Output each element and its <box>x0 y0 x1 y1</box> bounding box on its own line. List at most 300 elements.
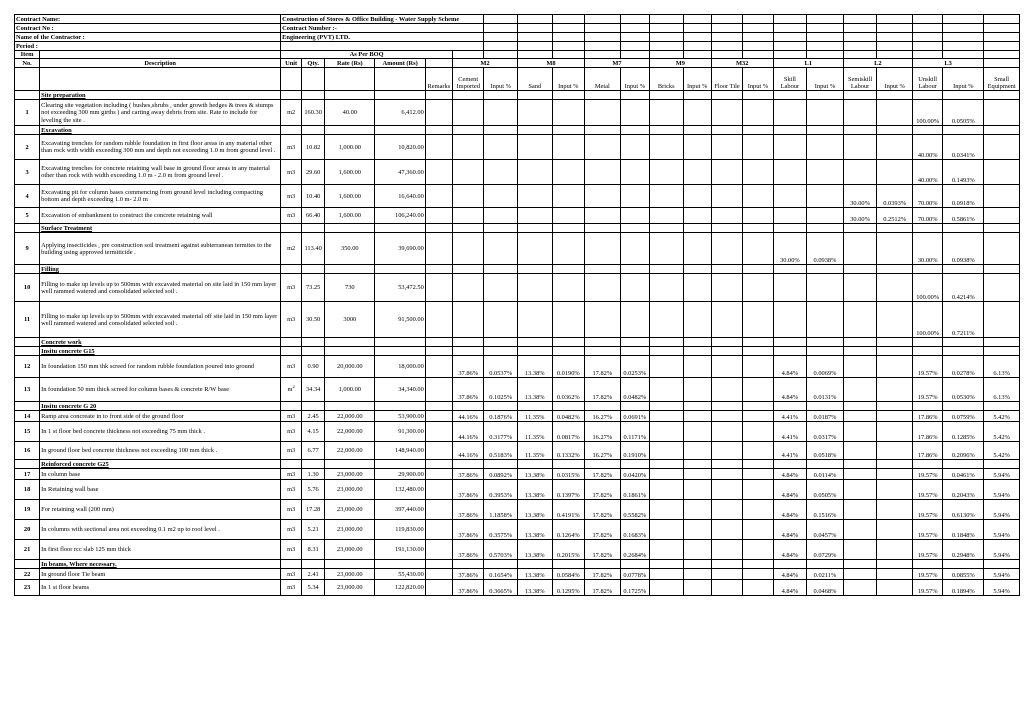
empty-cell <box>877 224 913 233</box>
item-qty: 5.21 <box>302 520 325 540</box>
empty-cell <box>552 560 584 569</box>
empty-cell <box>375 91 425 100</box>
table-row <box>15 302 1020 338</box>
value-cell: 0.0892% <box>484 469 518 480</box>
value-cell <box>984 274 1020 302</box>
value-cell <box>453 100 484 126</box>
empty-cell <box>620 224 649 233</box>
item-number: 22 <box>15 569 40 580</box>
empty-cell <box>877 560 913 569</box>
value-cell: 44.16% <box>453 422 484 442</box>
value-cell <box>807 302 844 338</box>
empty-cell <box>843 560 877 569</box>
item-rate: 20,000.00 <box>325 356 375 378</box>
value-cell: 0.3575% <box>484 520 518 540</box>
value-cell <box>711 160 742 185</box>
value-cell: 0.0253% <box>620 356 649 378</box>
empty-cell <box>877 460 913 469</box>
empty-cell <box>773 460 807 469</box>
remarks-cell <box>425 378 452 402</box>
value-cell: 17.82% <box>585 580 621 596</box>
empty-cell <box>325 338 375 347</box>
value-cell <box>649 500 683 520</box>
empty-cell <box>984 460 1020 469</box>
value-cell: 0.0778% <box>620 569 649 580</box>
empty-cell <box>843 265 877 274</box>
empty-cell <box>375 338 425 347</box>
value-cell <box>843 469 877 480</box>
value-cell: 17.82% <box>585 500 621 520</box>
item-no-cell <box>15 560 40 569</box>
value-cell <box>484 233 518 265</box>
value-cell: 0.2015% <box>552 540 584 560</box>
value-cell <box>683 185 711 208</box>
value-cell <box>453 135 484 160</box>
item-amount: 148,940.00 <box>375 442 425 460</box>
item-qty: 0.90 <box>302 356 325 378</box>
item-number: 5 <box>15 208 40 224</box>
empty-cell <box>517 402 552 411</box>
empty-cell <box>302 560 325 569</box>
section-title: Surface Treatment <box>40 224 281 233</box>
value-cell: 5.94% <box>984 480 1020 500</box>
unit-text: m3 <box>287 506 296 514</box>
item-amount: 53,472.50 <box>375 274 425 302</box>
item-rate: 730 <box>325 274 375 302</box>
value-cell <box>877 500 913 520</box>
empty-cell <box>683 338 711 347</box>
value-cell <box>620 274 649 302</box>
item-unit <box>281 469 302 480</box>
item-description: In columns with sectional area not exceeding 0.1 m2 up to roof level . <box>40 520 281 540</box>
item-description: Excavating trenches for random rubble foundation in first floor areas in any material other than rock with width exceeding 300 mm and depth not exceeding 1.0 m from ground level . <box>40 135 281 160</box>
input-header: Input % <box>484 68 518 91</box>
empty-cell <box>984 347 1020 356</box>
value-cell <box>711 274 742 302</box>
empty-cell <box>375 347 425 356</box>
item-amount: 10,820.00 <box>375 135 425 160</box>
value-cell: 100.00% <box>912 274 942 302</box>
value-cell <box>807 100 844 126</box>
value-cell <box>743 185 773 208</box>
item-qty: 2.41 <box>302 569 325 580</box>
empty-cell <box>943 265 984 274</box>
value-cell <box>984 185 1020 208</box>
empty-cell <box>984 402 1020 411</box>
value-cell: 0.1285% <box>943 422 984 442</box>
value-cell: 5.94% <box>984 520 1020 540</box>
empty-cell <box>711 460 742 469</box>
empty-cell <box>943 402 984 411</box>
empty-cell <box>943 126 984 135</box>
sub-header-m9: Bricks <box>649 68 683 91</box>
item-unit <box>281 442 302 460</box>
empty-cell <box>984 338 1020 347</box>
value-cell <box>649 580 683 596</box>
value-cell <box>877 100 913 126</box>
header-row-3 <box>15 68 1020 91</box>
value-cell: 6.13% <box>984 356 1020 378</box>
item-rate: 1,600.00 <box>325 185 375 208</box>
item-unit <box>281 480 302 500</box>
value-cell: 4.84% <box>773 580 807 596</box>
value-cell <box>843 135 877 160</box>
value-cell: 0.0190% <box>552 356 584 378</box>
rate-header: Rate (Rs) <box>325 59 375 68</box>
item-unit <box>281 135 302 160</box>
value-cell: 44.16% <box>453 442 484 460</box>
value-cell <box>877 411 913 422</box>
value-cell <box>683 233 711 265</box>
value-cell: 17.82% <box>585 378 621 402</box>
value-cell <box>877 233 913 265</box>
contract-name-row <box>15 15 1020 24</box>
empty-cell <box>425 338 452 347</box>
value-cell: 0.0482% <box>552 411 584 422</box>
item-number: 2 <box>15 135 40 160</box>
value-cell: 0.0114% <box>807 469 844 480</box>
empty-cell <box>711 347 742 356</box>
input-header: Input % <box>943 68 984 91</box>
value-cell <box>683 580 711 596</box>
value-cell <box>773 208 807 224</box>
empty-cell <box>425 126 452 135</box>
value-cell <box>683 411 711 422</box>
remarks-header: Remarks <box>425 68 452 91</box>
empty-cell <box>843 126 877 135</box>
value-cell: 5.94% <box>984 469 1020 480</box>
remarks-cell <box>425 469 452 480</box>
value-cell <box>620 135 649 160</box>
value-cell <box>807 208 844 224</box>
value-cell <box>711 233 742 265</box>
empty-cell <box>517 224 552 233</box>
empty-cell <box>843 347 877 356</box>
value-cell: 4.41% <box>773 411 807 422</box>
value-cell <box>649 135 683 160</box>
value-cell <box>484 302 518 338</box>
empty-cell <box>281 91 302 100</box>
section-row <box>15 560 1020 569</box>
value-cell: 0.6130% <box>943 500 984 520</box>
remarks-cell <box>425 274 452 302</box>
value-cell <box>743 135 773 160</box>
value-cell: 0.1894% <box>943 580 984 596</box>
empty-cell <box>807 560 844 569</box>
value-cell: 19.57% <box>912 356 942 378</box>
boq-sheet <box>14 14 1020 596</box>
empty-cell <box>302 91 325 100</box>
value-cell: 0.1171% <box>620 422 649 442</box>
empty-cell <box>773 560 807 569</box>
section-title: Insitu concrete G15 <box>40 347 281 356</box>
value-cell <box>620 100 649 126</box>
empty-cell <box>375 224 425 233</box>
value-cell: 0.1848% <box>943 520 984 540</box>
item-unit <box>281 356 302 378</box>
table-row <box>15 135 1020 160</box>
empty-cell <box>773 265 807 274</box>
value-cell <box>683 540 711 560</box>
value-cell: 0.0505% <box>943 100 984 126</box>
value-cell: 70.00% <box>912 208 942 224</box>
empty-cell <box>912 347 942 356</box>
section-title: Concrete work <box>40 338 281 347</box>
value-cell <box>649 356 683 378</box>
value-cell: 17.82% <box>585 520 621 540</box>
value-cell <box>649 378 683 402</box>
empty-cell <box>649 91 683 100</box>
unit-text: m3 <box>287 428 296 436</box>
value-cell <box>711 442 742 460</box>
value-cell <box>843 100 877 126</box>
empty-cell <box>943 224 984 233</box>
value-cell: 37.86% <box>453 356 484 378</box>
value-cell <box>711 208 742 224</box>
value-cell <box>683 135 711 160</box>
empty-cell <box>620 91 649 100</box>
period-label: Period : <box>15 42 281 51</box>
value-cell: 0.0518% <box>807 442 844 460</box>
item-unit <box>281 540 302 560</box>
value-cell <box>649 480 683 500</box>
empty-cell <box>711 338 742 347</box>
remarks-cell <box>425 520 452 540</box>
empty-cell <box>877 338 913 347</box>
item-rate: 23,000.00 <box>325 469 375 480</box>
empty-cell <box>281 402 302 411</box>
empty-cell <box>517 91 552 100</box>
item-unit <box>281 520 302 540</box>
value-cell <box>620 185 649 208</box>
item-qty: 73.25 <box>302 274 325 302</box>
item-description: In ground floor Tie beam <box>40 569 281 580</box>
empty-cell <box>453 560 484 569</box>
item-description: In foundation 50 mm thick screed for column bases & concrete R/W base <box>40 378 281 402</box>
value-cell: 13.38% <box>517 569 552 580</box>
section-title: Insitu concrete G 20 <box>40 402 281 411</box>
value-cell: 17.82% <box>585 569 621 580</box>
value-cell <box>649 233 683 265</box>
empty-cell <box>984 91 1020 100</box>
empty-cell <box>649 460 683 469</box>
item-qty: 10.82 <box>302 135 325 160</box>
item-unit <box>281 185 302 208</box>
value-cell <box>843 580 877 596</box>
value-cell <box>517 100 552 126</box>
value-cell <box>743 411 773 422</box>
value-cell <box>877 580 913 596</box>
empty-cell <box>683 460 711 469</box>
item-number: 12 <box>15 356 40 378</box>
item-description: Filling to make up levels up to 500mm with excavated material off site laid in 150 mm layer well rammed watered and consolidated selected soil . <box>40 302 281 338</box>
empty-cell <box>620 338 649 347</box>
empty-cell <box>425 402 452 411</box>
empty-cell <box>649 265 683 274</box>
value-cell <box>711 302 742 338</box>
value-cell <box>683 302 711 338</box>
table-row <box>15 480 1020 500</box>
value-cell: 0.0420% <box>620 469 649 480</box>
unit-header: Unit <box>281 59 302 68</box>
item-amount: 91,300.00 <box>375 422 425 442</box>
empty-cell <box>325 560 375 569</box>
value-cell: 5.94% <box>984 540 1020 560</box>
value-cell: 0.0468% <box>807 580 844 596</box>
value-cell <box>843 422 877 442</box>
value-cell: 0.0461% <box>943 469 984 480</box>
value-cell <box>484 208 518 224</box>
empty-cell <box>325 224 375 233</box>
item-description: Excavating trenches for concrete retaining wall base in ground floor areas in any material other than rock with width exceeding 1.0 m - 2.0 m from ground level . <box>40 160 281 185</box>
value-cell: 5.42% <box>984 411 1020 422</box>
item-unit <box>281 569 302 580</box>
item-number: 11 <box>15 302 40 338</box>
unit-text: m3 <box>287 284 296 292</box>
empty-cell <box>552 402 584 411</box>
empty-cell <box>484 560 518 569</box>
value-cell: 0.0482% <box>620 378 649 402</box>
empty-cell <box>552 265 584 274</box>
item-qty: 5.76 <box>302 480 325 500</box>
value-cell: 0.5703% <box>484 540 518 560</box>
empty-cell <box>302 224 325 233</box>
value-cell <box>683 208 711 224</box>
value-cell <box>620 233 649 265</box>
empty-cell <box>877 91 913 100</box>
empty-cell <box>912 265 942 274</box>
value-cell <box>877 569 913 580</box>
empty-cell <box>453 224 484 233</box>
value-cell: 5.94% <box>984 500 1020 520</box>
value-cell: 0.0362% <box>552 378 584 402</box>
empty-cell <box>552 126 584 135</box>
item-unit <box>281 411 302 422</box>
item-qty: 66.40 <box>302 208 325 224</box>
header-row-1 <box>15 51 1020 59</box>
value-cell <box>649 302 683 338</box>
item-description: Ramp area concreate in to front side of the ground floor <box>40 411 281 422</box>
value-cell <box>743 520 773 540</box>
empty-cell <box>683 91 711 100</box>
table-row <box>15 100 1020 126</box>
empty-cell <box>453 338 484 347</box>
item-no-cell <box>15 347 40 356</box>
value-cell: 0.2043% <box>943 480 984 500</box>
remarks-cell <box>425 135 452 160</box>
value-cell: 0.0278% <box>943 356 984 378</box>
empty-cell <box>843 338 877 347</box>
sub-header-l3: Unskill Labour <box>912 68 942 91</box>
value-cell: 4.41% <box>773 442 807 460</box>
unit-text: m3 <box>287 363 296 371</box>
value-cell <box>773 135 807 160</box>
value-cell <box>517 302 552 338</box>
value-cell <box>649 422 683 442</box>
value-cell <box>683 356 711 378</box>
value-cell: 4.84% <box>773 469 807 480</box>
value-cell: 13.38% <box>517 580 552 596</box>
empty-cell <box>773 402 807 411</box>
remarks-cell <box>425 422 452 442</box>
empty-cell <box>484 347 518 356</box>
value-cell: 0.0341% <box>943 135 984 160</box>
value-cell: 16.27% <box>585 442 621 460</box>
value-cell: 0.4214% <box>943 274 984 302</box>
unit-text: m3 <box>287 192 296 200</box>
value-cell <box>649 100 683 126</box>
unit-text: m3 <box>287 412 296 420</box>
value-cell: 4.84% <box>773 356 807 378</box>
empty-cell <box>984 265 1020 274</box>
value-cell <box>552 302 584 338</box>
item-number: 21 <box>15 540 40 560</box>
value-cell <box>649 469 683 480</box>
empty-cell <box>743 402 773 411</box>
value-cell: 0.0855% <box>943 569 984 580</box>
value-cell: 19.57% <box>912 580 942 596</box>
item-unit <box>281 100 302 126</box>
value-cell <box>743 233 773 265</box>
value-cell <box>843 442 877 460</box>
section-title: Site preparation <box>40 91 281 100</box>
description-header: Description <box>40 59 281 68</box>
group-header-l2: L2 <box>843 59 912 68</box>
value-cell <box>585 135 621 160</box>
item-unit <box>281 208 302 224</box>
empty-cell <box>484 402 518 411</box>
empty-cell <box>807 460 844 469</box>
value-cell <box>984 208 1020 224</box>
value-cell <box>552 160 584 185</box>
value-cell <box>773 160 807 185</box>
empty-cell <box>683 347 711 356</box>
item-no-cell <box>15 91 40 100</box>
value-cell <box>711 378 742 402</box>
header-row-2 <box>15 59 1020 68</box>
empty-cell <box>484 338 518 347</box>
empty-cell <box>711 265 742 274</box>
value-cell <box>517 185 552 208</box>
value-cell: 0.3177% <box>484 422 518 442</box>
value-cell <box>743 208 773 224</box>
value-cell <box>877 422 913 442</box>
value-cell <box>552 135 584 160</box>
contract-name-label: Contract Name: <box>15 15 281 24</box>
value-cell: 19.57% <box>912 469 942 480</box>
table-row <box>15 442 1020 460</box>
item-rate: 1,000.00 <box>325 135 375 160</box>
value-cell <box>877 135 913 160</box>
empty-cell <box>620 126 649 135</box>
value-cell <box>843 160 877 185</box>
empty-cell <box>585 338 621 347</box>
value-cell: 37.86% <box>453 540 484 560</box>
value-cell: 5.94% <box>984 569 1020 580</box>
value-cell <box>984 302 1020 338</box>
value-cell <box>877 442 913 460</box>
item-description: Excavation of embankment to construct the concrete retaining wall <box>40 208 281 224</box>
value-cell: 11.35% <box>517 411 552 422</box>
item-amount: 39,690.00 <box>375 233 425 265</box>
unit-text: m3 <box>287 212 296 220</box>
empty-cell <box>711 91 742 100</box>
value-cell <box>453 160 484 185</box>
value-cell: 13.38% <box>517 356 552 378</box>
empty-cell <box>683 265 711 274</box>
value-cell <box>683 569 711 580</box>
value-cell: 70.00% <box>912 185 942 208</box>
